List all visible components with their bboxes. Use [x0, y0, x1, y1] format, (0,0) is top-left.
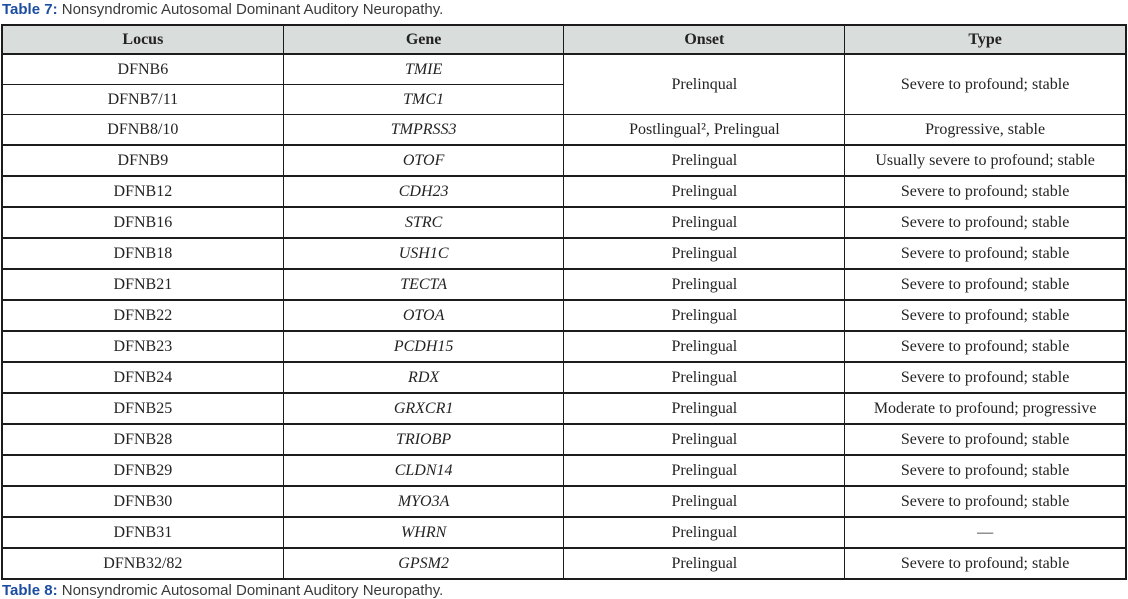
cell-locus: DFNB8/10	[2, 115, 283, 146]
cell-type: Moderate to profound; progressive	[845, 393, 1126, 424]
table-row	[2, 115, 1126, 146]
cell-type: Severe to profound; stable	[845, 207, 1126, 238]
cell-type: Severe to profound; stable	[845, 331, 1126, 362]
cell-locus: DFNB22	[2, 300, 283, 331]
table-row	[2, 455, 1126, 486]
cell-type: Severe to profound; stable	[845, 362, 1126, 393]
cell-gene: OTOF	[283, 145, 564, 176]
cell-gene: MYO3A	[283, 486, 564, 517]
cell-locus: DFNB31	[2, 517, 283, 548]
header-row	[2, 25, 1126, 54]
column-header-type: Type	[845, 25, 1126, 54]
cell-type: Severe to profound; stable	[845, 238, 1126, 269]
cell-locus: DFNB32/82	[2, 548, 283, 579]
cell-gene: TMPRSS3	[283, 115, 564, 146]
cell-type: Severe to profound; stable	[845, 455, 1126, 486]
cell-locus: DFNB29	[2, 455, 283, 486]
cell-onset: Prelingual	[564, 269, 845, 300]
cell-locus: DFNB18	[2, 238, 283, 269]
cell-gene: USH1C	[283, 238, 564, 269]
cell-locus: DFNB25	[2, 393, 283, 424]
neuropathy-table	[1, 24, 1127, 580]
cell-locus: DFNB6	[2, 54, 283, 85]
cell-locus: DFNB7/11	[2, 85, 283, 115]
table-row	[2, 269, 1126, 300]
cell-gene: TECTA	[283, 269, 564, 300]
table-row	[2, 207, 1126, 238]
cell-locus: DFNB30	[2, 486, 283, 517]
cell-gene: TRIOBP	[283, 424, 564, 455]
table-row	[2, 393, 1126, 424]
cell-type: Severe to profound; stable	[845, 486, 1126, 517]
cell-onset: Prelingual	[564, 517, 845, 548]
cell-onset: Prelingual	[564, 145, 845, 176]
table-row	[2, 424, 1126, 455]
cell-locus: DFNB9	[2, 145, 283, 176]
cell-type: Usually severe to profound; stable	[845, 145, 1126, 176]
cell-locus: DFNB24	[2, 362, 283, 393]
cell-type: Severe to profound; stable	[845, 176, 1126, 207]
table-row	[2, 54, 1126, 85]
cell-locus: DFNB21	[2, 269, 283, 300]
cell-gene: CLDN14	[283, 455, 564, 486]
cell-type: —	[845, 517, 1126, 548]
cell-onset: Prelingual	[564, 486, 845, 517]
table-row	[2, 238, 1126, 269]
table-body	[2, 54, 1126, 579]
cell-gene: STRC	[283, 207, 564, 238]
cell-type: Severe to profound; stable	[845, 269, 1126, 300]
cell-onset: Prelingual	[564, 176, 845, 207]
column-header-gene: Gene	[283, 25, 564, 54]
cell-type: Severe to profound; stable	[845, 548, 1126, 579]
cell-onset: Prelingual	[564, 548, 845, 579]
cell-locus: DFNB28	[2, 424, 283, 455]
cell-type: Progressive, stable	[845, 115, 1126, 146]
table7-caption-text: Nonsyndromic Autosomal Dominant Auditory Neuropathy.	[57, 1, 444, 18]
table-row	[2, 517, 1126, 548]
table7-caption	[2, 1, 443, 18]
cell-locus: DFNB12	[2, 176, 283, 207]
table-row	[2, 300, 1126, 331]
cell-onset: Prelingual	[564, 207, 845, 238]
cell-onset: Prelingual	[564, 238, 845, 269]
table-row	[2, 548, 1126, 579]
table-row	[2, 486, 1126, 517]
table-row	[2, 362, 1126, 393]
table8-caption-text: Nonsyndromic Autosomal Dominant Auditory Neuropathy.	[57, 582, 444, 599]
cell-type: Severe to profound; stable	[845, 424, 1126, 455]
cell-onset: Prelinqual	[564, 54, 845, 115]
cell-onset: Prelingual	[564, 300, 845, 331]
table-row	[2, 331, 1126, 362]
table-row	[2, 145, 1126, 176]
table8-caption-label: Table 8:	[2, 582, 58, 599]
cell-gene: PCDH15	[283, 331, 564, 362]
cell-gene: GPSM2	[283, 548, 564, 579]
cell-gene: GRXCR1	[283, 393, 564, 424]
cell-onset: Prelingual	[564, 424, 845, 455]
cell-onset: Prelingual	[564, 331, 845, 362]
table-row	[2, 176, 1126, 207]
table-header	[2, 25, 1126, 54]
cell-onset: Prelingual	[564, 393, 845, 424]
cell-type: Severe to profound; stable	[845, 54, 1126, 115]
cell-onset: Postlingual², Prelingual	[564, 115, 845, 146]
column-header-onset: Onset	[564, 25, 845, 54]
column-header-locus: Locus	[2, 25, 283, 54]
cell-locus: DFNB16	[2, 207, 283, 238]
cell-onset: Prelingual	[564, 455, 845, 486]
cell-onset: Prelingual	[564, 362, 845, 393]
table7-caption-label: Table 7:	[2, 1, 58, 18]
cell-gene: WHRN	[283, 517, 564, 548]
table8-caption-clipped	[2, 582, 443, 599]
cell-locus: DFNB23	[2, 331, 283, 362]
cell-gene: TMIE	[283, 54, 564, 85]
cell-gene: RDX	[283, 362, 564, 393]
cell-type: Severe to profound; stable	[845, 300, 1126, 331]
cell-gene: OTOA	[283, 300, 564, 331]
cell-gene: CDH23	[283, 176, 564, 207]
cell-gene: TMC1	[283, 85, 564, 115]
